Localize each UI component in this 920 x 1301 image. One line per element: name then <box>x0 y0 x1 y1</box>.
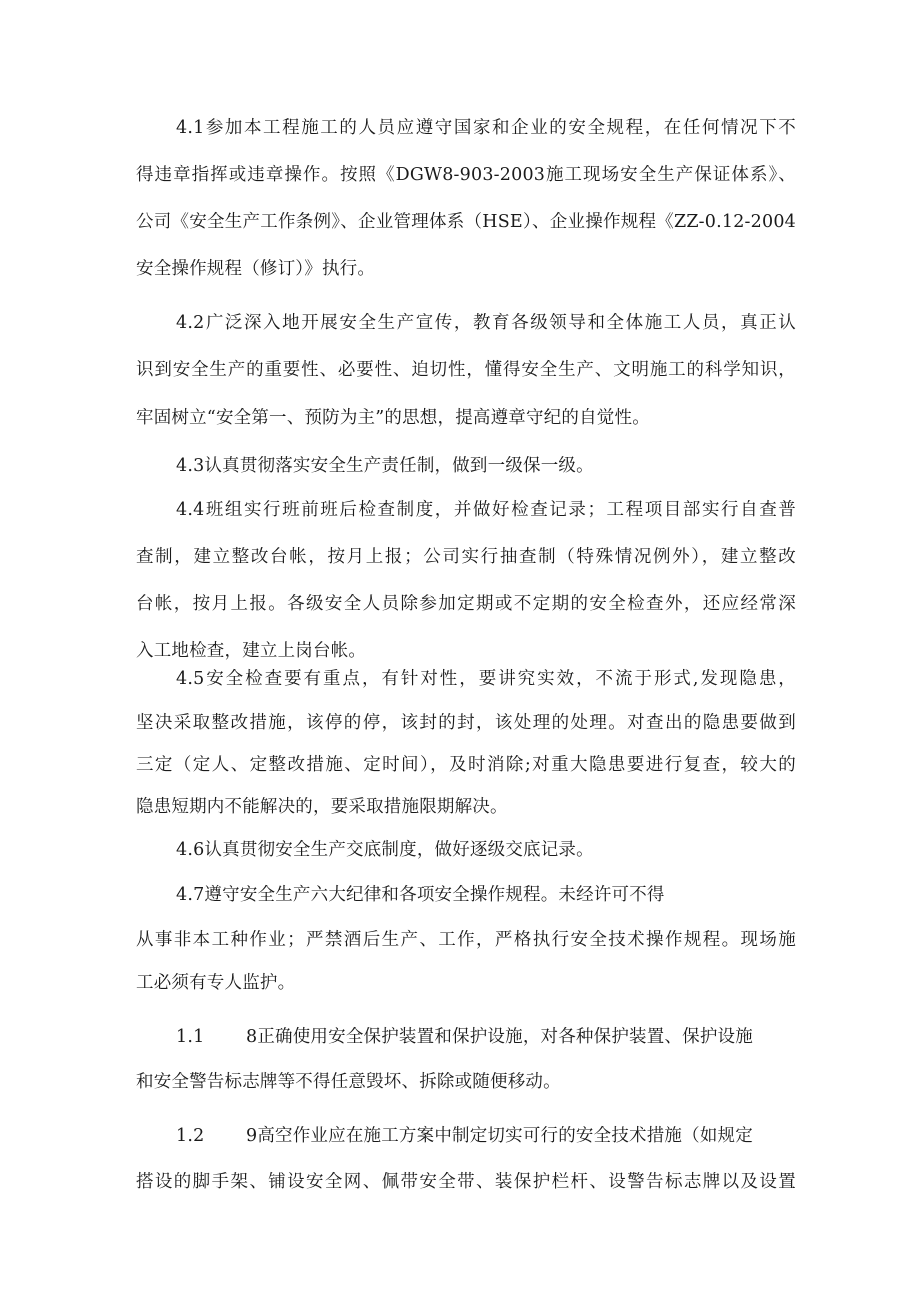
paragraph-8-number: 1.1 <box>176 1027 205 1047</box>
paragraph-4-5-line-4: 隐患短期内不能解决的，要采取措施限期解决。 <box>136 797 508 817</box>
paragraph-4-1-line-4: 安全操作规程（修订）》执行。 <box>136 259 376 279</box>
paragraph-9-number: 1.2 <box>176 1126 205 1146</box>
paragraph-4-4-line-3: 台帐，按月上报。各级安全人员除参加定期或不定期的安全检查外，还应经常深 <box>136 594 796 614</box>
paragraph-4-4-line-4: 入工地检查，建立上岗台帐。 <box>136 641 367 661</box>
paragraph-4-5-line-3: 三定（定人、定整改措施、定时间），及时消除;对重大隐患要进行复查，较大的 <box>136 755 796 775</box>
paragraph-4-7-line-2: 从事非本工种作业；严禁酒后生产、工作，严格执行安全技术操作规程。现场施 <box>136 930 796 950</box>
paragraph-4-2-line-1: 4.2广泛深入地开展安全生产宣传，教育各级领导和全体施工人员，真正认 <box>176 313 796 333</box>
paragraph-4-5-line-2: 坚决采取整改措施，该停的停，该封的封，该处理的处理。对查出的隐患要做到 <box>136 713 796 733</box>
paragraph-4-1-line-1: 4.1参加本工程施工的人员应遵守国家和企业的安全规程，在任何情况下不 <box>176 118 796 138</box>
paragraph-4-5-line-1: 4.5安全检查要有重点，有针对性，要讲究实效，不流于形式,发现隐患， <box>176 669 796 689</box>
paragraph-9-line-1-text: 9高空作业应在施工方案中制定切实可行的安全技术措施（如规定 <box>246 1126 753 1146</box>
paragraph-8-line-1-text: 8正确使用安全保护装置和保护设施，对各种保护装置、保护设施 <box>246 1027 753 1047</box>
paragraph-4-4-line-1: 4.4班组实行班前班后检查制度，并做好检查记录；工程项目部实行自查普 <box>176 500 796 520</box>
paragraph-4-6-line-1: 4.6认真贯彻安全生产交底制度，做好逐级交底记录。 <box>176 840 594 860</box>
paragraph-4-1-line-3: 公司《安全生产工作条例》、企业管理体系（HSE）、企业操作规程《ZZ-0.12-2004 <box>136 212 796 232</box>
paragraph-4-7-line-3: 工必须有专人监护。 <box>136 973 296 993</box>
paragraph-9-line-1 <box>176 1116 796 1156</box>
paragraph-4-2-line-2: 识到安全生产的重要性、必要性、迫切性，懂得安全生产、文明施工的科学知识， <box>136 360 796 380</box>
paragraph-4-7-line-1: 4.7遵守安全生产六大纪律和各项安全操作规程。未经许可不得 <box>176 885 665 905</box>
paragraph-8-line-1 <box>176 1017 796 1057</box>
paragraph-8-line-2: 和安全警告标志牌等不得任意毁坏、拆除或随便移动。 <box>136 1072 561 1092</box>
paragraph-4-4-line-2: 查制，建立整改台帐，按月上报；公司实行抽查制（特殊情况例外），建立整改 <box>136 547 796 567</box>
paragraph-9-line-2: 搭设的脚手架、铺设安全网、佩带安全带、装保护栏杆、设警告标志牌以及设置 <box>136 1172 796 1192</box>
paragraph-4-2-line-3: 牢固树立“安全第一、预防为主”的思想，提高遵章守纪的自觉性。 <box>136 408 650 428</box>
paragraph-4-1-line-2: 得违章指挥或违章操作。按照《DGW8-903-2003施工现场安全生产保证体系》、 <box>136 165 796 185</box>
paragraph-4-3-line-1: 4.3认真贯彻落实安全生产责任制，做到一级保一级。 <box>176 456 594 476</box>
